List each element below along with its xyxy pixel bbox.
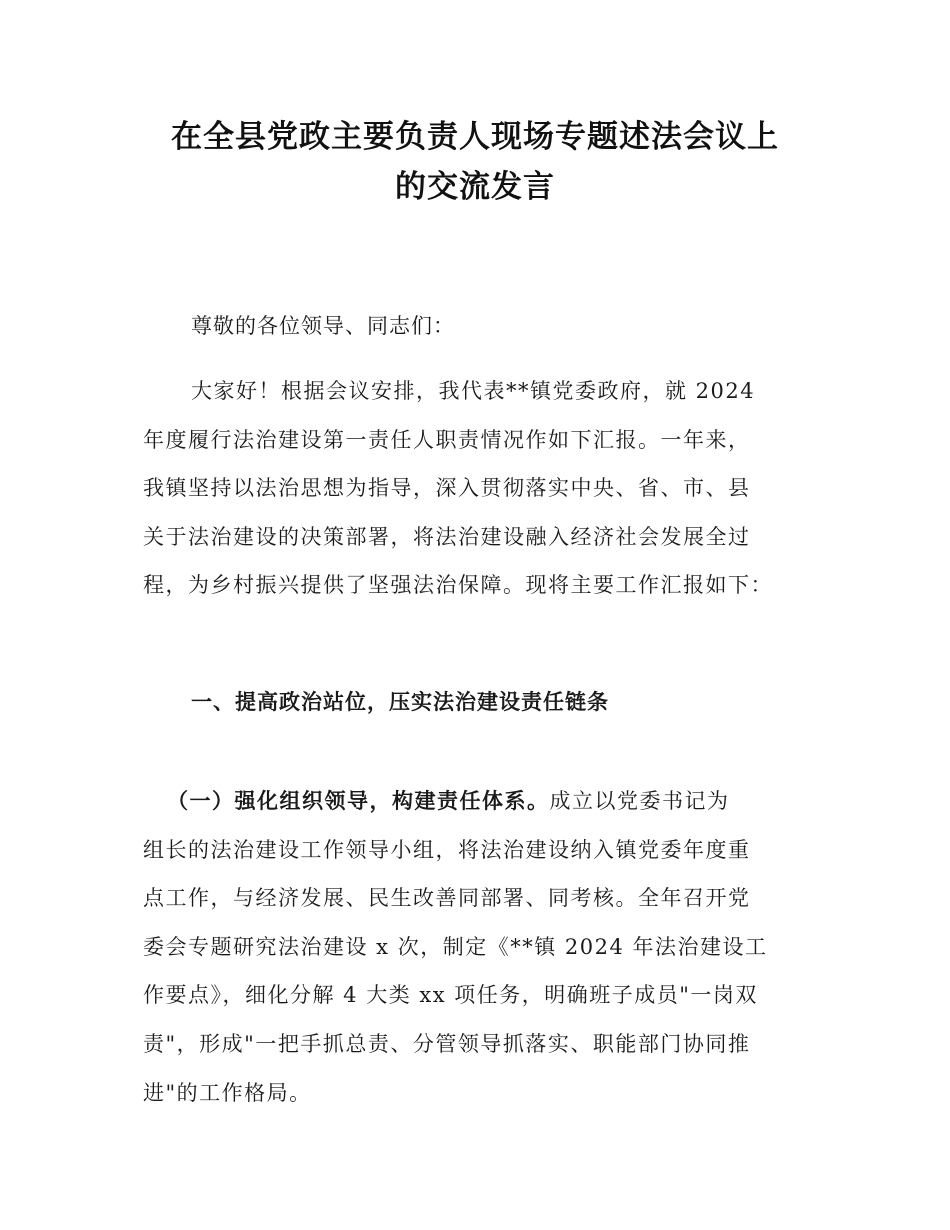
paragraph-line: [143, 777, 833, 826]
paragraph-line: 组长的法治建设工作领导小组，将法治建设纳入镇党委年度重: [143, 837, 751, 862]
paragraph-line: 程，为乡村振兴提供了坚强法治保障。现将主要工作汇报如下：: [143, 573, 773, 598]
paragraph-line: 委会专题研究法治建设 x 次，制定《**镇 2024 年法治建设工: [143, 934, 768, 959]
title-line-1: 在全县党政主要负责人现场专题述法会议上: [171, 119, 779, 155]
document-title: [120, 112, 830, 212]
paragraph-line: 责"，形成"一把手抓总责、分管领导抓落实、职能部门协同推: [143, 1031, 751, 1056]
title-line-2: 的交流发言: [395, 169, 555, 205]
paragraph-line: 点工作，与经济发展、民生改善同部署、同考核。全年召开党: [143, 886, 751, 911]
paragraph-line: 作要点》，细化分解 4 大类 xx 项任务，明确班子成员"一岗双: [143, 983, 758, 1008]
subsection-paragraph-1: [143, 777, 833, 1117]
paragraph-line: 我镇坚持以法治思想为指导，深入贯彻落实中央、省、市、县: [143, 476, 751, 501]
subsection-heading-1: （一）强化组织领导，构建责任体系。: [167, 789, 550, 813]
paragraph-line: 进"的工作格局。: [143, 1080, 312, 1105]
intro-paragraph: [143, 367, 833, 610]
paragraph-line: 关于法治建设的决策部署，将法治建设融入经济社会发展全过: [143, 524, 751, 549]
paragraph-text: 成立以党委书记为: [549, 789, 730, 813]
paragraph-line: 大家好！根据会议安排，我代表**镇党委政府，就 2024: [191, 379, 756, 403]
section-heading-1: 一、提高政治站位，压实法治建设责任链条: [191, 690, 609, 714]
paragraph-line: 年度履行法治建设第一责任人职责情况作如下汇报。一年来，: [143, 427, 751, 452]
greeting: 尊敬的各位领导、同志们：: [191, 314, 455, 338]
